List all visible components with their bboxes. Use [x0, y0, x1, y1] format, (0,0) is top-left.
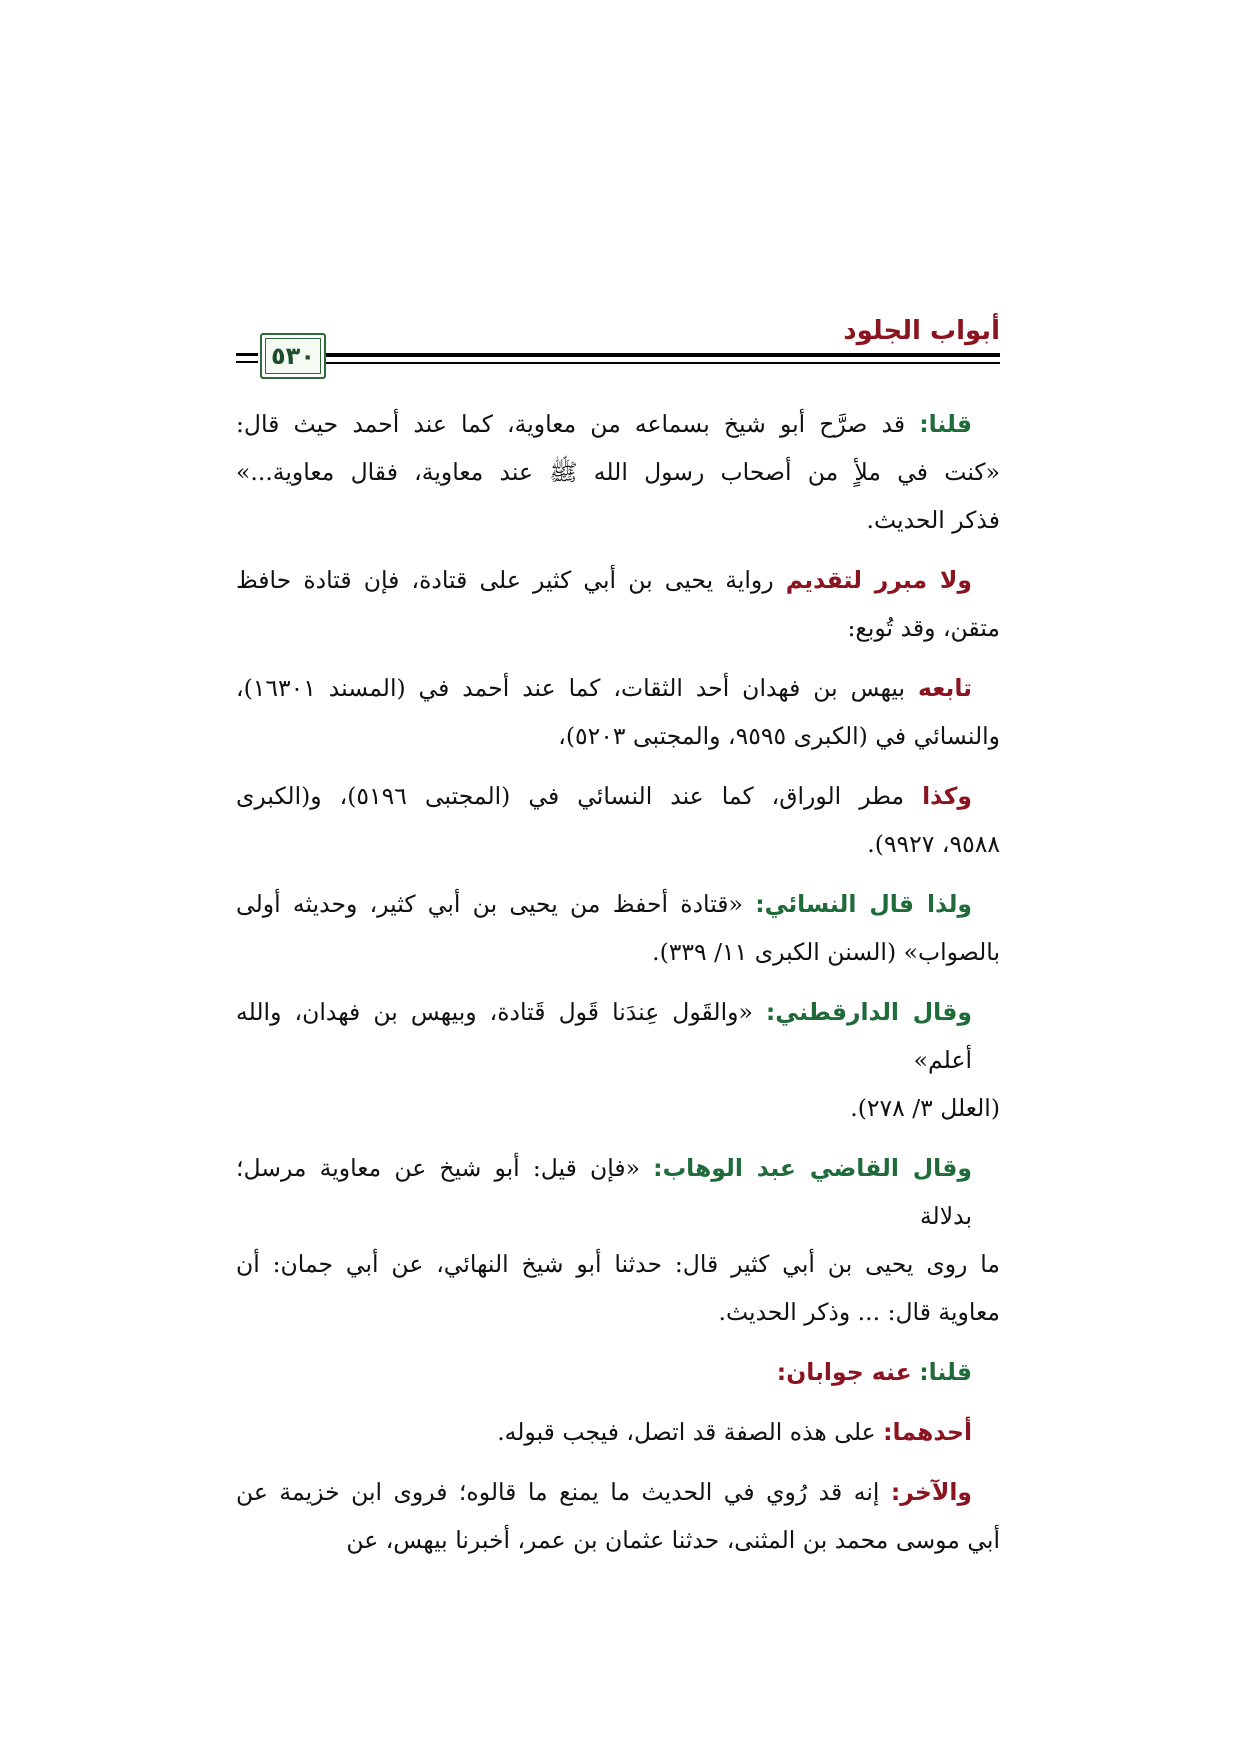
paragraph [236, 664, 1000, 760]
line-text: (العلل ٣/ ٢٧٨). [850, 1094, 1000, 1122]
line-text: قد صرَّح أبو شيخ بسماعه من معاوية، كما عند أحمد حيث قال: [236, 410, 906, 438]
running-title: أبواب الجلود [843, 316, 1000, 346]
paragraph-lead: وكذا [922, 782, 973, 810]
line-text: «فإن قيل: أبو شيخ عن معاوية مرسل؛ بدلالة [236, 1154, 972, 1230]
paragraph [236, 772, 1000, 868]
paragraph-lead: قلنا: [919, 1358, 972, 1386]
text-line [236, 1084, 1000, 1132]
text-line [236, 772, 1000, 820]
paragraph [236, 556, 1000, 652]
text-line [236, 1408, 1000, 1456]
header-rule-left [236, 353, 258, 356]
line-text: مطر الوراق، كما عند النسائي في (المجتبى ٥١٩٦)، و(الكبرى [236, 782, 905, 810]
line-text: «والقَول عِندَنا قَول قَتادة، وبيهس بن فهدان، والله أعلم» [236, 998, 972, 1074]
text-line [236, 664, 1000, 712]
line-text: ما روى يحيى بن أبي كثير قال: حدثنا أبو شيخ النهائي، عن أبي جمان: أن [236, 1250, 1000, 1278]
text-line [236, 880, 1000, 928]
text-line [236, 1144, 1000, 1240]
paragraph-lead: وقال الدارقطني: [765, 998, 972, 1026]
text-line [236, 448, 1000, 496]
paragraph [236, 400, 1000, 544]
text-line [236, 820, 1000, 868]
line-text: فذكر الحديث. [866, 506, 1000, 534]
text-line [236, 604, 1000, 652]
paragraph-lead: ولا مبرر لتقديم [785, 566, 972, 594]
page-number-frame [260, 333, 326, 379]
paragraph [236, 1144, 1000, 1336]
text-line [236, 1348, 1000, 1396]
text-line [236, 712, 1000, 760]
paragraph-lead: قلنا: [919, 410, 972, 438]
text-line [236, 988, 1000, 1084]
line-text: بالصواب» (السنن الكبرى ١١/ ٣٣٩). [652, 938, 1000, 966]
paragraph-lead-secondary: عنه جوابان: [776, 1358, 912, 1386]
line-text: معاوية قال: ... وذكر الحديث. [718, 1298, 1000, 1326]
paragraph [236, 988, 1000, 1132]
text-line [236, 1516, 1000, 1564]
text-line [236, 1288, 1000, 1336]
paragraph-lead: ولذا قال النسائي: [755, 890, 972, 918]
header-rule-left-thin [236, 361, 258, 363]
page-header [236, 316, 1000, 376]
paragraph [236, 1348, 1000, 1396]
paragraph [236, 1408, 1000, 1456]
line-text: ٩٥٨٨، ٩٩٢٧). [867, 830, 1000, 858]
text-line [236, 928, 1000, 976]
paragraph [236, 1468, 1000, 1564]
line-text: والنسائي في (الكبرى ٩٥٩٥، والمجتبى ٥٢٠٣)، [558, 722, 1000, 750]
header-rule-thin [282, 362, 1000, 364]
paragraph-lead: أحدهما: [883, 1418, 972, 1446]
line-text: على هذه الصفة قد اتصل، فيجب قبوله. [497, 1418, 876, 1446]
line-text: «قتادة أحفظ من يحيى بن أبي كثير، وحديثه أولى [236, 890, 743, 918]
text-line [236, 556, 1000, 604]
page-body [236, 400, 1000, 1576]
line-text: «كنت في ملأٍ من أصحاب رسول الله ﷺ عند معاوية، فقال معاوية...» [236, 458, 1000, 486]
page-number: ٥٣٠ [271, 342, 315, 370]
line-text: بيهس بن فهدان أحد الثقات، كما عند أحمد في (المسند ١٦٣٠١)، [236, 674, 906, 702]
line-text: رواية يحيى بن أبي كثير على قتادة، فإن قتادة حافظ [236, 566, 774, 594]
paragraph-lead: والآخر: [890, 1478, 972, 1506]
line-text: متقن، وقد تُوبع: [847, 614, 1000, 642]
line-text: إنه قد رُوي في الحديث ما يمنع ما قالوه؛ فروى ابن خزيمة عن [236, 1478, 880, 1506]
paragraph-lead: وقال القاضي عبد الوهاب: [653, 1154, 972, 1182]
text-line [236, 400, 1000, 448]
paragraph [236, 880, 1000, 976]
text-line [236, 1240, 1000, 1288]
line-text: أبي موسى محمد بن المثنى، حدثنا عثمان بن عمر، أخبرنا بيهس، عن [346, 1526, 1000, 1554]
header-rule [282, 353, 1000, 357]
text-line [236, 496, 1000, 544]
text-line [236, 1468, 1000, 1516]
paragraph-lead: تابعه [917, 674, 972, 702]
